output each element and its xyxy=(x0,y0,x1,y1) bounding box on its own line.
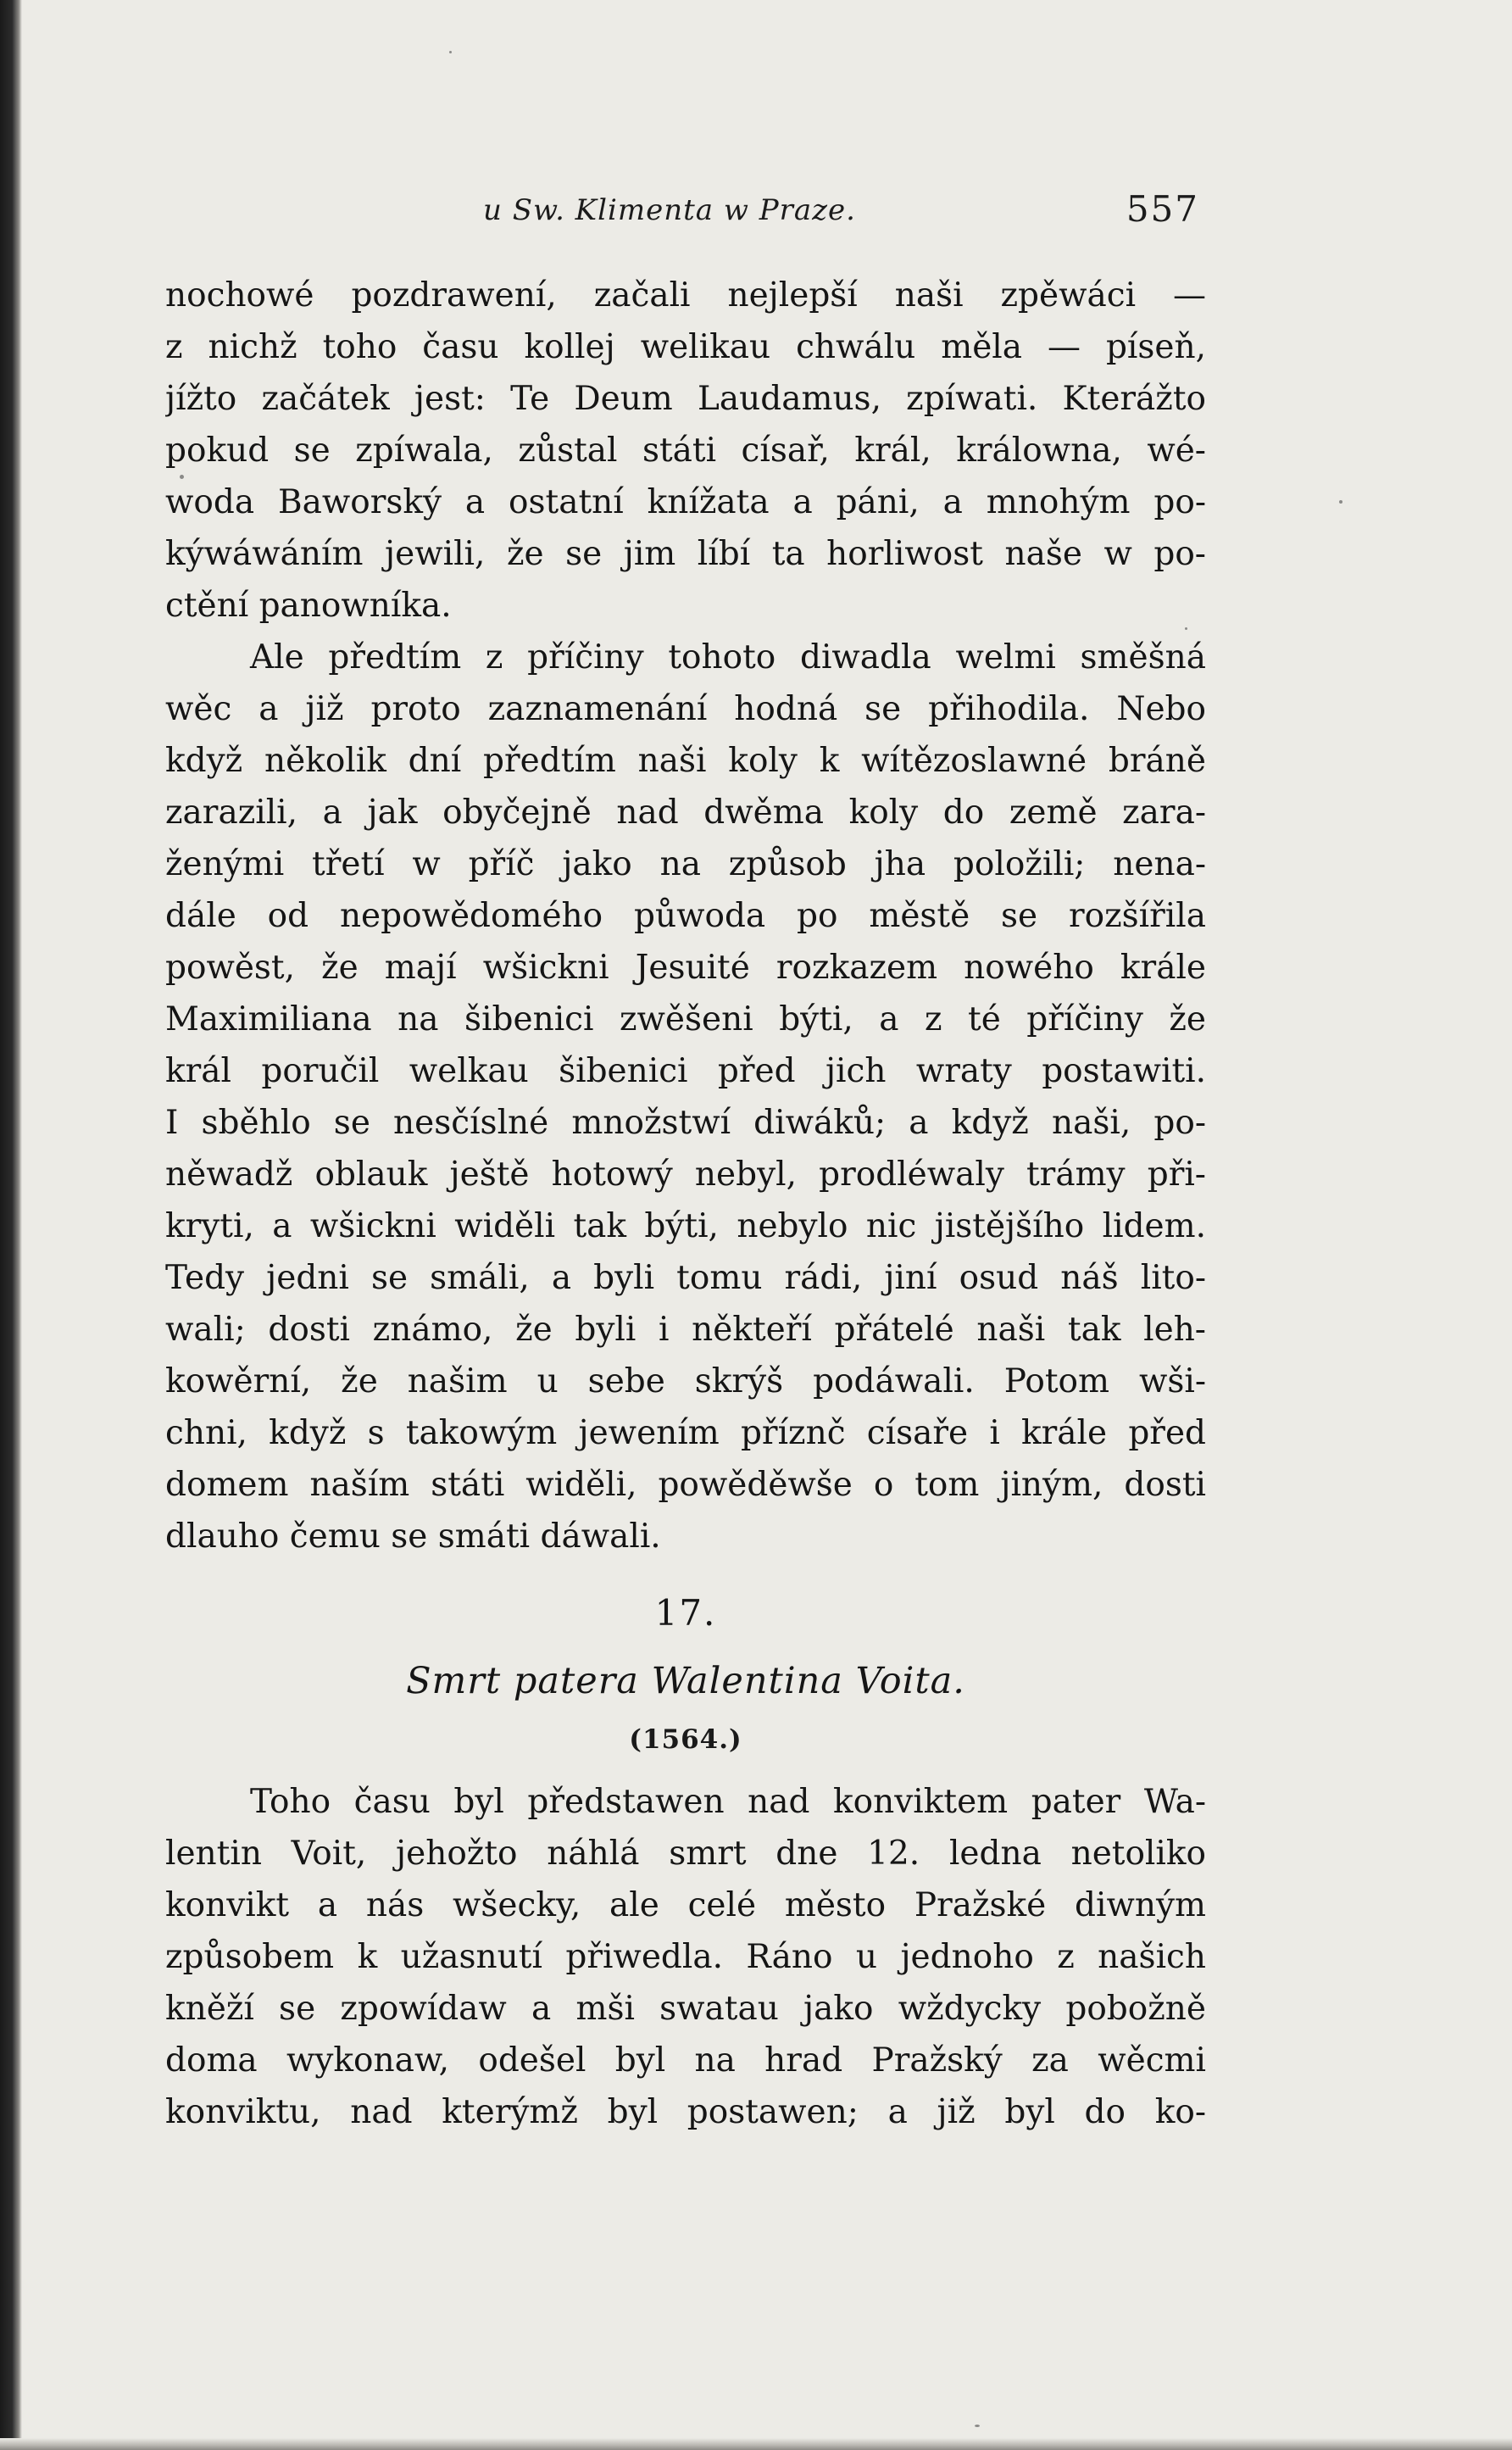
running-head-title: u Sw. Klimenta w Praze. xyxy=(483,193,856,227)
ink-speck xyxy=(1339,500,1342,504)
ink-speck xyxy=(180,475,184,479)
body-text-bottom xyxy=(165,1776,1206,2138)
chapter-number: 17. xyxy=(654,1592,717,1634)
ink-speck xyxy=(1185,627,1187,630)
paragraph xyxy=(165,632,1206,1562)
text-line: kněží se zpowídaw a mši swatau jako wždycky pobožně xyxy=(165,1990,1206,2028)
ink-speck xyxy=(975,2425,980,2427)
text-line: kýwáwáním jewili, že se jim líbí ta horliwost naše w po- xyxy=(165,535,1206,573)
text-line: domem naším státi widěli, powěděwše o tom jiným, dosti xyxy=(165,1466,1206,1504)
text-line: powěst, že mají wšickni Jesuité rozkazem nowého krále xyxy=(165,949,1206,987)
text-line: kryti, a wšickni widěli tak býti, nebylo nic jistějšího lidem. xyxy=(165,1207,1206,1245)
chapter-title: Smrt patera Walentina Voita. xyxy=(406,1660,965,1702)
text-line: doma wykonaw, odešel byl na hrad Pražský za wěcmi xyxy=(165,2041,1206,2080)
text-line: lentin Voit, jehožto náhlá smrt dne 12. ledna netoliko xyxy=(165,1835,1206,1873)
text-line: kowěrní, že našim u sebe skrýš podáwali. Potom wši- xyxy=(165,1362,1206,1400)
text-line: z nichž toho času kollej welikau chwálu měla — píseň, xyxy=(165,328,1206,366)
text-line: wěc a již proto zaznamenání hodná se přihodila. Nebo xyxy=(165,690,1206,728)
ink-speck xyxy=(449,51,452,53)
text-line: woda Baworský a ostatní knížata a páni, a mnohým po- xyxy=(165,483,1206,521)
text-line: dále od nepowědomého půwoda po městě se rozšířila xyxy=(165,897,1206,935)
text-line: pokud se zpíwala, zůstal státi císař, král, králowna, wé- xyxy=(165,432,1206,470)
text-line: král poručil welkau šibenici před jich wraty postawiti. xyxy=(165,1052,1206,1090)
text-line: když několik dní předtím naši koly k wítězoslawné bráně xyxy=(165,742,1206,780)
binding-shadow xyxy=(0,0,22,2450)
text-line: Toho času byl předstawen nad konviktem pater Wa- xyxy=(250,1783,1206,1821)
text-line: Ale předtím z příčiny tohoto diwadla welmi směšná xyxy=(250,638,1206,677)
chapter-year: (1564.) xyxy=(629,1724,742,1755)
text-line: jížto začátek jest: Te Deum Laudamus, zpíwati. Kterážto xyxy=(165,380,1206,418)
text-line: dlauho čemu se smáti dáwali. xyxy=(165,1517,661,1556)
text-line: ženými třetí w příč jako na způsob jha položili; nena- xyxy=(165,845,1206,883)
text-line: I sběhlo se nesčíslné množstwí diwáků; a když naši, po- xyxy=(165,1104,1206,1142)
page-bottom-edge xyxy=(0,2438,1512,2450)
paragraph xyxy=(165,270,1206,632)
running-head xyxy=(170,188,1199,239)
page-number: 557 xyxy=(1126,188,1199,230)
text-line: konviktu, nad kterýmž byl postawen; a již byl do ko- xyxy=(165,2093,1206,2131)
text-line: zarazili, a jak obyčejně nad dwěma koly do země zara- xyxy=(165,793,1206,832)
paragraph xyxy=(165,1776,1206,2138)
text-line: konvikt a nás wšecky, ale celé město Pražské diwným xyxy=(165,1886,1206,1924)
text-line: wali; dosti známo, že byli i někteří přátelé naši tak leh- xyxy=(165,1311,1206,1349)
text-line: chni, když s takowým jewením příznč císaře i krále před xyxy=(165,1414,1206,1452)
text-line: něwadž oblauk ještě hotowý nebyl, prodléwaly trámy při- xyxy=(165,1155,1206,1194)
text-line: Tedy jedni se smáli, a byli tomu rádi, jiní osud náš lito- xyxy=(165,1259,1206,1297)
text-line: způsobem k užasnutí přiwedla. Ráno u jednoho z našich xyxy=(165,1938,1206,1976)
text-line: ctění panowníka. xyxy=(165,587,452,625)
text-line: Maximiliana na šibenici zwěšeni býti, a z té příčiny že xyxy=(165,1000,1206,1038)
text-line: nochowé pozdrawení, začali nejlepší naši zpěwáci — xyxy=(165,276,1206,315)
body-text-top xyxy=(165,270,1206,1562)
